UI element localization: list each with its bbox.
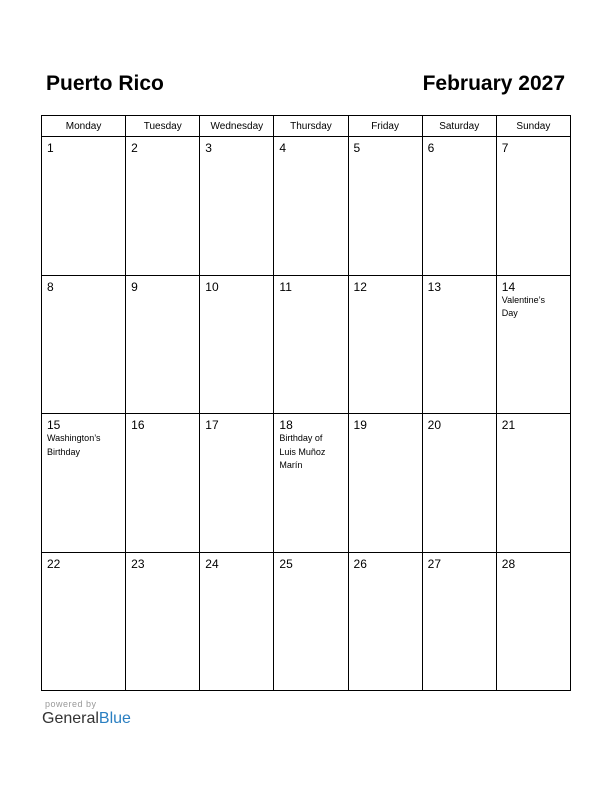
week-row — [42, 275, 571, 414]
country-title: Puerto Rico — [46, 72, 164, 95]
weekday-header: Thursday — [274, 116, 348, 137]
day-cell — [274, 137, 348, 276]
day-cell — [496, 414, 570, 553]
weekday-header-row — [42, 116, 571, 137]
day-cell — [126, 275, 200, 414]
day-cell — [422, 552, 496, 691]
day-cell — [200, 414, 274, 553]
day-number: 20 — [427, 418, 442, 432]
day-number: 22 — [47, 556, 61, 571]
week-row — [42, 137, 571, 276]
day-number: 14 — [501, 279, 516, 294]
day-number: 18 — [279, 418, 293, 432]
day-number: 6 — [427, 141, 435, 155]
day-cell — [126, 552, 200, 691]
day-number: 7 — [501, 141, 509, 155]
day-cell — [422, 414, 496, 553]
weekday-header: Saturday — [422, 116, 496, 137]
day-cell — [348, 414, 422, 553]
day-number: 17 — [205, 418, 219, 432]
generalblue-logo[interactable] — [42, 709, 131, 729]
week-row — [42, 552, 571, 691]
day-cell — [274, 414, 348, 553]
weekday-header: Sunday — [496, 116, 570, 137]
brand-general-text: General — [42, 710, 99, 727]
day-cell — [42, 414, 126, 553]
day-number: 13 — [427, 279, 442, 294]
day-cell — [42, 552, 126, 691]
holiday-label: Washington’s Birthday — [47, 433, 101, 457]
day-number: 2 — [131, 141, 138, 155]
weekday-header: Tuesday — [126, 116, 200, 137]
day-number: 5 — [353, 141, 361, 155]
day-number: 21 — [501, 418, 516, 432]
brand-blue-text: Blue — [98, 710, 131, 727]
day-cell — [422, 137, 496, 276]
day-cell — [422, 275, 496, 414]
day-number: 27 — [427, 556, 442, 571]
day-number: 4 — [279, 141, 287, 155]
day-number: 19 — [353, 418, 367, 432]
day-number: 8 — [47, 279, 54, 294]
day-cell — [348, 137, 422, 276]
day-number: 11 — [279, 279, 292, 294]
day-cell — [496, 275, 570, 414]
day-number: 24 — [205, 556, 219, 571]
weekday-header: Monday — [42, 116, 126, 137]
day-number: 26 — [353, 556, 367, 571]
weekday-header: Wednesday — [200, 116, 274, 137]
day-cell — [496, 137, 570, 276]
day-cell — [42, 137, 126, 276]
day-cell — [274, 552, 348, 691]
holiday-label: Birthday of Luis Muñoz Marín — [279, 433, 326, 470]
day-number: 10 — [205, 279, 219, 294]
day-number: 28 — [501, 556, 516, 571]
day-number: 16 — [131, 418, 145, 432]
day-number: 1 — [47, 141, 54, 155]
day-cell — [496, 552, 570, 691]
day-cell — [126, 414, 200, 553]
day-cell — [348, 275, 422, 414]
holiday-label: Valentine’s Day — [501, 294, 545, 318]
month-year-title: February 2027 — [422, 72, 565, 95]
day-cell — [274, 275, 348, 414]
day-number: 15 — [47, 418, 61, 432]
day-cell — [200, 552, 274, 691]
day-number: 25 — [279, 556, 293, 571]
week-row — [42, 414, 571, 553]
day-cell — [348, 552, 422, 691]
weekday-header: Friday — [348, 116, 422, 137]
day-cell — [42, 275, 126, 414]
day-number: 3 — [205, 141, 212, 155]
calendar-grid — [41, 115, 571, 691]
day-number: 23 — [131, 556, 145, 571]
powered-by-text: powered by — [45, 699, 97, 709]
day-cell — [200, 137, 274, 276]
day-number: 12 — [353, 279, 367, 294]
day-cell — [126, 137, 200, 276]
day-number: 9 — [131, 279, 138, 294]
day-cell — [200, 275, 274, 414]
